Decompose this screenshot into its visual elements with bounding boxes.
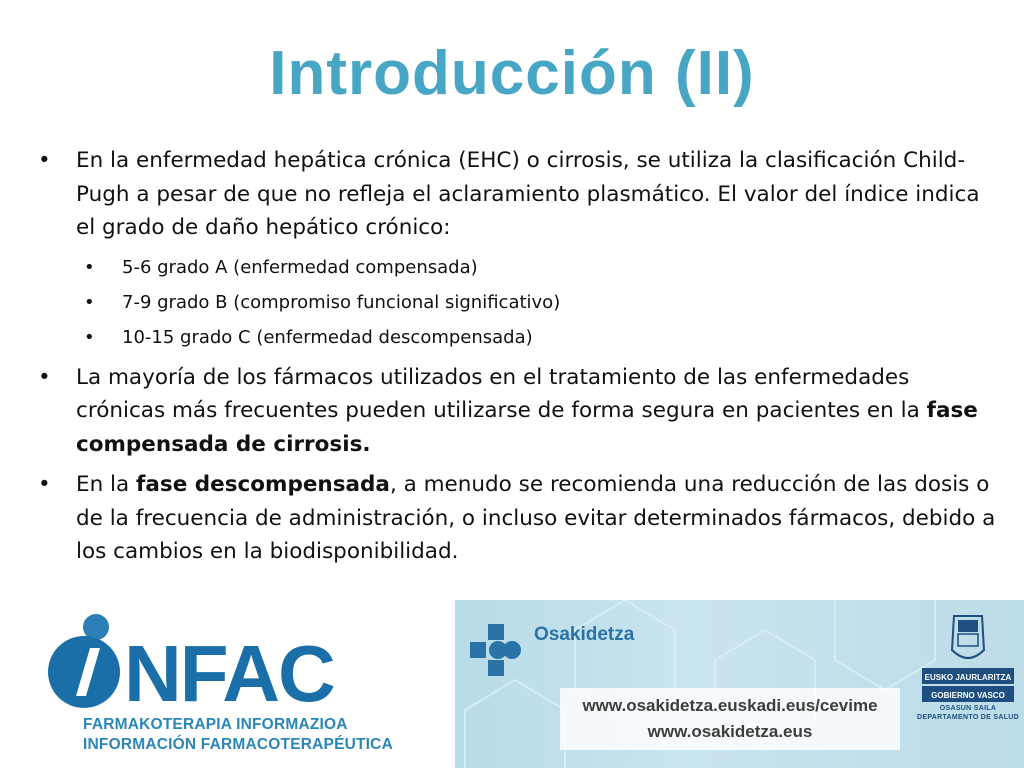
osakidetza-cross-icon — [470, 624, 526, 676]
sub-bullet-text: 7-9 grado B (compromiso funcional significativo) — [122, 291, 561, 313]
bullet-decompensated — [36, 468, 996, 569]
bold-phrase: fase descompensada — [136, 472, 390, 497]
slide-title: Introducción (II) — [269, 39, 755, 108]
bullet-glyph: • — [84, 326, 95, 348]
seal-band-spanish: GOBIERNO VASCO — [931, 691, 1005, 700]
bullet-glyph: • — [84, 291, 95, 313]
bullet-glyph: • — [38, 472, 51, 497]
osakidetza-url[interactable]: www.osakidetza.eus — [647, 722, 813, 741]
bullet-text: La mayoría de los fármacos utilizados en el tratamiento de las enfermedades crónicas más frecuentes pueden utilizarse de forma segura en pacientes en la fase compensada de cirrosis. — [76, 364, 978, 457]
sub-bullet-grade-c — [36, 320, 996, 355]
infac-subtitle-spanish: INFORMACIÓN FARMACOTERAPÉUTICA — [83, 736, 393, 753]
seal-band-basque: EUSKO JAURLARITZA — [924, 673, 1012, 682]
osakidetza-name: Osakidetza — [534, 624, 635, 645]
infac-i-logo-icon — [46, 634, 122, 710]
bold-phrase: fase compensada de cirrosis. — [76, 398, 978, 457]
seal-line-spanish: DEPARTAMENTO DE SALUD — [917, 714, 1019, 721]
infac-logo-text: NFAC — [124, 629, 334, 718]
sub-bullet-text: 5-6 grado A (enfermedad compensada) — [122, 256, 478, 278]
slide-body — [36, 144, 996, 576]
gobierno-vasco-seal-icon — [920, 610, 1016, 704]
bullet-text: En la enfermedad hepática crónica (EHC) o cirrosis, se utiliza la clasificación Child-Pugh a pesar de que no refleja el aclaramiento plasmático. El valor del índice indica el grado de daño hepático crónico: — [76, 148, 980, 240]
bullet-glyph: • — [84, 256, 95, 278]
bullet-compensated — [36, 361, 996, 462]
cevime-url[interactable]: www.osakidetza.euskadi.eus/cevime — [582, 696, 878, 715]
sub-bullet-text: 10-15 grado C (enfermedad descompensada) — [122, 326, 533, 348]
bullet-text: En la fase descompensada, a menudo se recomienda una reducción de las dosis o de la frecuencia de administración, o incluso evitar determinados fármacos, debido a los cambios en la biodisponibilidad. — [76, 472, 996, 564]
url-box — [560, 688, 900, 750]
bullet-glyph: • — [38, 364, 51, 390]
seal-line-basque: OSASUN SAILA — [939, 705, 997, 712]
infac-subtitle-basque: FARMAKOTERAPIA INFORMAZIOA — [83, 716, 348, 733]
bullet-ehc — [36, 144, 996, 245]
sub-bullet-grade-a — [36, 250, 996, 285]
bullet-glyph: • — [38, 148, 51, 173]
sub-bullet-grade-b — [36, 285, 996, 320]
sub-list — [36, 250, 996, 355]
